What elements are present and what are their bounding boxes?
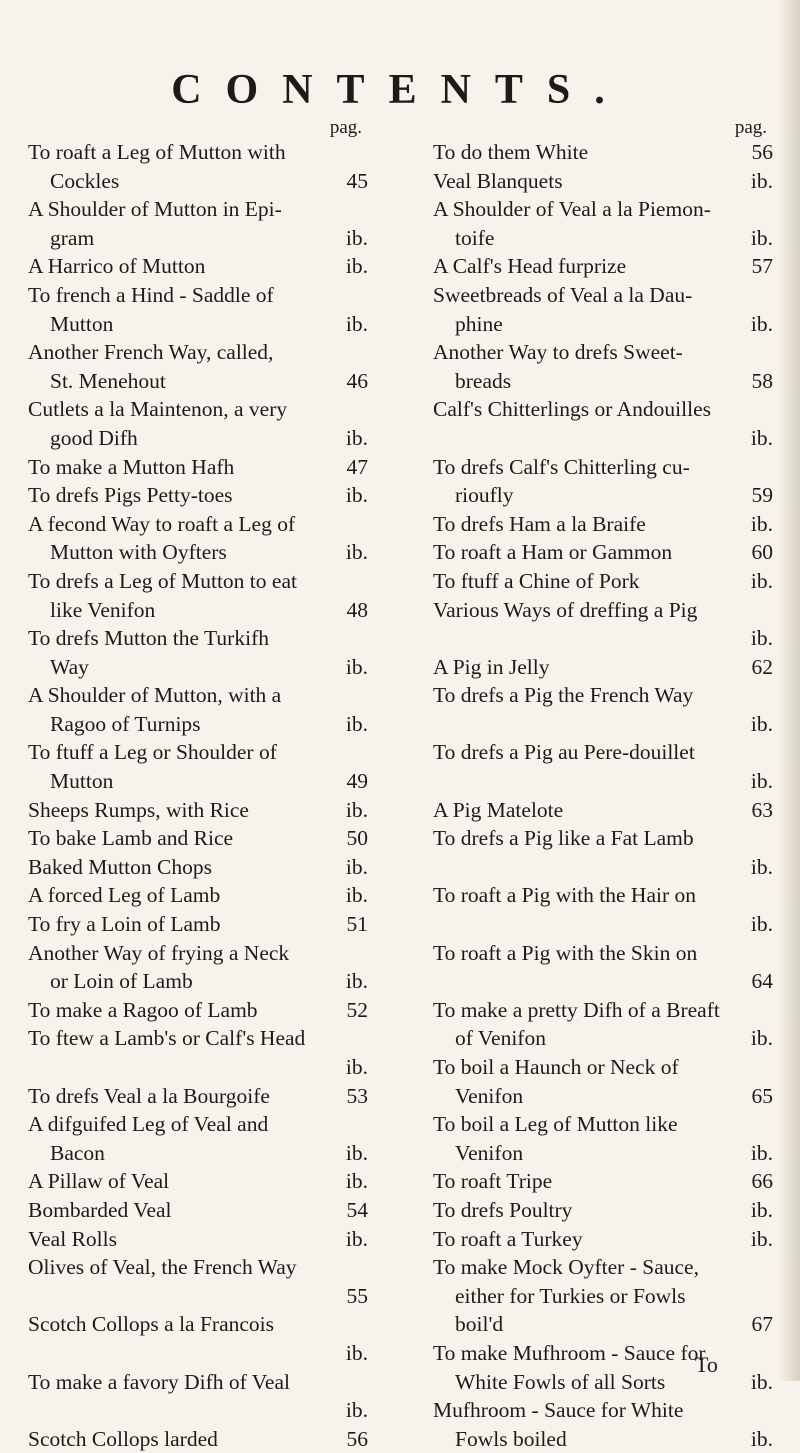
entry-page-number: ib. bbox=[345, 797, 368, 822]
contents-entry bbox=[28, 1082, 368, 1111]
entry-line bbox=[28, 1396, 368, 1425]
left-entries bbox=[28, 138, 368, 1453]
entry-line bbox=[433, 853, 773, 882]
contents-entry bbox=[28, 195, 368, 252]
entry-title: Ragoo of Turnips bbox=[50, 711, 201, 736]
contents-entry bbox=[28, 1225, 368, 1254]
entry-page-number: ib. bbox=[345, 883, 368, 908]
entry-line bbox=[28, 481, 368, 510]
entry-line bbox=[433, 367, 773, 396]
entry-page-number: ib. bbox=[750, 626, 773, 651]
entry-title: A Calf's Head furprize bbox=[433, 254, 627, 279]
contents-entry bbox=[28, 881, 368, 910]
contents-entry bbox=[28, 910, 368, 939]
contents-entry bbox=[433, 395, 773, 452]
page-column-label: pag. bbox=[734, 117, 767, 138]
entry-title: To roaft a Ham or Gammon bbox=[433, 540, 673, 565]
entry-title: boil'd bbox=[455, 1312, 504, 1337]
entry-line bbox=[28, 767, 368, 796]
entry-line bbox=[28, 453, 368, 482]
entry-page-number: ib. bbox=[345, 711, 368, 736]
contents-entry bbox=[433, 510, 773, 539]
contents-entry bbox=[433, 796, 773, 825]
entry-title: A Shoulder of Veal a la Piemon- bbox=[433, 197, 711, 222]
entry-title: St. Menehout bbox=[50, 368, 166, 393]
entry-line bbox=[28, 1024, 368, 1053]
entry-page-number: 47 bbox=[346, 454, 368, 479]
entry-page-number: ib. bbox=[750, 912, 773, 937]
contents-entry bbox=[433, 1396, 773, 1453]
entry-page-number: 46 bbox=[346, 368, 368, 393]
entry-line bbox=[433, 796, 773, 825]
entry-line bbox=[28, 281, 368, 310]
entry-title: phine bbox=[455, 311, 503, 336]
entry-title: A Pig Matelote bbox=[433, 797, 564, 822]
contents-entry bbox=[433, 1110, 773, 1167]
entry-line bbox=[433, 395, 773, 424]
entry-title: To make Mock Oyfter - Sauce, bbox=[433, 1255, 699, 1280]
contents-entry bbox=[28, 738, 368, 795]
entry-title: To french a Hind - Saddle of bbox=[28, 282, 274, 307]
entry-title: Scotch Collops larded bbox=[28, 1426, 218, 1451]
entry-line bbox=[433, 681, 773, 710]
entry-line bbox=[28, 681, 368, 710]
contents-column-right bbox=[433, 118, 773, 1453]
contents-entry bbox=[433, 681, 773, 738]
entry-title: Veal Rolls bbox=[28, 1226, 117, 1251]
catchword: To bbox=[695, 1352, 718, 1377]
entry-line bbox=[433, 510, 773, 539]
entry-title: To drefs a Leg of Mutton to eat bbox=[28, 568, 297, 593]
entry-line bbox=[28, 624, 368, 653]
contents-entry bbox=[433, 653, 773, 682]
entry-title: Venifon bbox=[455, 1083, 524, 1108]
entry-page-number: ib. bbox=[750, 1197, 773, 1222]
entry-title: To drefs a Pig au Pere-douillet bbox=[433, 740, 695, 765]
entry-page-number: ib. bbox=[345, 1055, 368, 1079]
entry-title: To bake Lamb and Rice bbox=[28, 826, 234, 851]
entry-line bbox=[433, 195, 773, 224]
entry-line bbox=[433, 596, 773, 625]
contents-entry bbox=[28, 138, 368, 195]
entry-line bbox=[433, 1368, 773, 1397]
contents-entry bbox=[28, 796, 368, 825]
entry-line bbox=[433, 624, 773, 653]
entry-title: A forced Leg of Lamb bbox=[28, 883, 221, 908]
entry-title: breads bbox=[455, 368, 512, 393]
entry-page-number: 51 bbox=[346, 912, 368, 937]
entry-page-number: ib. bbox=[750, 1426, 773, 1451]
entry-page-number: 48 bbox=[346, 597, 368, 622]
entry-page-number: 50 bbox=[346, 826, 368, 851]
contents-entry bbox=[433, 1053, 773, 1110]
contents-entry bbox=[28, 281, 368, 338]
entry-line bbox=[28, 510, 368, 539]
entry-line bbox=[28, 653, 368, 682]
entry-title: Another Way to drefs Sweet- bbox=[433, 340, 683, 365]
entry-title: To roaft a Turkey bbox=[433, 1226, 583, 1251]
entry-title: of Venifon bbox=[455, 1026, 546, 1051]
entry-line bbox=[433, 967, 773, 996]
entry-line bbox=[28, 310, 368, 339]
entry-title: gram bbox=[50, 225, 95, 250]
entry-title: Scotch Collops a la Francois bbox=[28, 1312, 275, 1337]
entry-title: A difguifed Leg of Veal and bbox=[28, 1112, 269, 1137]
entry-line bbox=[433, 653, 773, 682]
contents-entry bbox=[28, 481, 368, 510]
entry-title: Another French Way, called, bbox=[28, 340, 274, 365]
right-entries bbox=[433, 138, 773, 1453]
entry-page-number: ib. bbox=[345, 1398, 368, 1423]
entry-title: Various Ways of dreffing a Pig bbox=[433, 597, 698, 622]
entry-page-number: ib. bbox=[345, 540, 368, 565]
entry-title: toife bbox=[455, 225, 495, 250]
entry-page-number: 54 bbox=[346, 1197, 368, 1222]
entry-title: Another Way of frying a Neck bbox=[28, 940, 290, 965]
entry-line bbox=[28, 910, 368, 939]
entry-title: To roaft Tripe bbox=[433, 1169, 553, 1194]
entry-line bbox=[28, 710, 368, 739]
entry-line bbox=[28, 424, 368, 453]
entry-title: Way bbox=[50, 654, 89, 679]
contents-entry bbox=[433, 281, 773, 338]
entry-page-number: 63 bbox=[751, 797, 773, 822]
contents-entry bbox=[433, 1167, 773, 1196]
contents-entry bbox=[28, 1310, 368, 1367]
entry-line bbox=[28, 1225, 368, 1254]
contents-entry bbox=[433, 338, 773, 395]
entry-line bbox=[28, 1282, 368, 1311]
entry-line bbox=[28, 796, 368, 825]
contents-entry bbox=[28, 395, 368, 452]
entry-page-number: ib. bbox=[750, 225, 773, 250]
contents-entry bbox=[28, 567, 368, 624]
entry-page-number: ib. bbox=[345, 483, 368, 508]
entry-page-number: ib. bbox=[345, 1340, 368, 1365]
entry-title: A Harrico of Mutton bbox=[28, 254, 206, 279]
entry-page-number: ib. bbox=[750, 769, 773, 794]
entry-page-number: 66 bbox=[751, 1169, 773, 1194]
entry-line bbox=[28, 367, 368, 396]
entry-line bbox=[433, 538, 773, 567]
entry-line bbox=[433, 481, 773, 510]
contents-entry bbox=[28, 853, 368, 882]
contents-entry bbox=[28, 1024, 368, 1081]
entry-page-number: ib. bbox=[345, 225, 368, 250]
entry-title: To make a Ragoo of Lamb bbox=[28, 997, 258, 1022]
entry-page-number: 55 bbox=[346, 1283, 368, 1308]
entry-page-number: ib. bbox=[345, 854, 368, 879]
contents-entry bbox=[433, 1253, 773, 1339]
entry-line bbox=[28, 824, 368, 853]
page-heading: CONTENTS. bbox=[171, 67, 629, 113]
entry-page-number: ib. bbox=[750, 854, 773, 879]
entry-line bbox=[433, 1139, 773, 1168]
contents-entry bbox=[28, 1196, 368, 1225]
entry-line bbox=[433, 1425, 773, 1453]
entry-title: To drefs Poultry bbox=[433, 1197, 573, 1222]
contents-entry bbox=[28, 453, 368, 482]
entry-line bbox=[433, 939, 773, 968]
contents-entry bbox=[28, 1110, 368, 1167]
entry-title: good Difh bbox=[50, 425, 138, 450]
entry-title: To make a favory Difh of Veal bbox=[28, 1369, 290, 1394]
entry-page-number: 58 bbox=[751, 368, 773, 393]
entry-line bbox=[433, 738, 773, 767]
contents-entry bbox=[28, 252, 368, 281]
entry-title: or Loin of Lamb bbox=[50, 969, 193, 994]
entry-title: Bacon bbox=[50, 1140, 105, 1165]
entry-line bbox=[433, 1082, 773, 1111]
entry-line bbox=[28, 1196, 368, 1225]
entry-title: To drefs Ham a la Braife bbox=[433, 511, 646, 536]
entry-page-number: ib. bbox=[345, 311, 368, 336]
contents-entry bbox=[433, 538, 773, 567]
contents-entry bbox=[28, 1253, 368, 1310]
contents-entry bbox=[28, 338, 368, 395]
entry-line bbox=[433, 338, 773, 367]
contents-entry bbox=[28, 939, 368, 996]
contents-entry bbox=[433, 996, 773, 1053]
entry-title: like Venifon bbox=[50, 597, 156, 622]
entry-line bbox=[433, 1282, 773, 1311]
entry-line bbox=[28, 224, 368, 253]
entry-page-number: 52 bbox=[346, 997, 368, 1022]
entry-line bbox=[433, 1110, 773, 1139]
contents-entry bbox=[433, 252, 773, 281]
entry-page-number: 56 bbox=[346, 1426, 368, 1451]
contents-entry bbox=[28, 624, 368, 681]
contents-column-left bbox=[28, 118, 368, 1453]
entry-line bbox=[433, 767, 773, 796]
entry-line bbox=[28, 1310, 368, 1339]
entry-title: Sheeps Rumps, with Rice bbox=[28, 797, 249, 822]
contents-entry bbox=[28, 824, 368, 853]
contents-entry bbox=[433, 1225, 773, 1254]
entry-page-number: ib. bbox=[345, 425, 368, 450]
entry-line bbox=[28, 395, 368, 424]
entry-title: To fry a Loin of Lamb bbox=[28, 912, 221, 937]
entry-line bbox=[433, 1253, 773, 1282]
entry-title: Fowls boiled bbox=[455, 1426, 567, 1451]
entry-title: To drefs Mutton the Turkifh bbox=[28, 626, 269, 651]
entry-title: To make a Mutton Hafh bbox=[28, 454, 235, 479]
entry-line bbox=[28, 738, 368, 767]
entry-line bbox=[28, 1082, 368, 1111]
entry-title: Mutton with Oyfters bbox=[50, 540, 227, 565]
entry-line bbox=[28, 1253, 368, 1282]
entry-line bbox=[433, 1225, 773, 1254]
entry-page-number: 60 bbox=[751, 540, 773, 565]
entry-line bbox=[28, 195, 368, 224]
entry-line bbox=[433, 996, 773, 1025]
entry-title: Mutton bbox=[50, 769, 114, 794]
entry-title: A Pillaw of Veal bbox=[28, 1169, 170, 1194]
entry-page-number: ib. bbox=[750, 425, 773, 450]
contents-entry bbox=[433, 1339, 773, 1396]
entry-page-number: ib. bbox=[345, 254, 368, 279]
entry-line bbox=[28, 1368, 368, 1397]
entry-line bbox=[28, 138, 368, 167]
page-edge bbox=[778, 0, 800, 1381]
entry-title: Venifon bbox=[455, 1140, 524, 1165]
entry-line bbox=[28, 1110, 368, 1139]
entry-line bbox=[433, 1396, 773, 1425]
entry-line bbox=[433, 824, 773, 853]
contents-entry bbox=[433, 881, 773, 938]
entry-title: Sweetbreads of Veal a la Dau- bbox=[433, 282, 693, 307]
entry-line bbox=[28, 567, 368, 596]
contents-entry bbox=[433, 738, 773, 795]
entry-title: To make Mufhroom - Sauce for bbox=[433, 1340, 706, 1365]
entry-page-number: ib. bbox=[750, 1140, 773, 1165]
entry-line bbox=[433, 710, 773, 739]
entry-line bbox=[28, 596, 368, 625]
entry-line bbox=[28, 1167, 368, 1196]
entry-title: To ftuff a Leg or Shoulder of bbox=[28, 740, 277, 765]
entry-title: A Shoulder of Mutton in Epi- bbox=[28, 197, 282, 222]
entry-line bbox=[28, 1425, 368, 1453]
entry-page-number: ib. bbox=[750, 568, 773, 593]
entry-line bbox=[433, 1196, 773, 1225]
entry-page-number: ib. bbox=[750, 168, 773, 193]
entry-title: A fecond Way to roaft a Leg of bbox=[28, 511, 296, 536]
entry-line bbox=[28, 1053, 368, 1082]
contents-entry bbox=[28, 996, 368, 1025]
entry-line bbox=[433, 910, 773, 939]
entry-title: Cockles bbox=[50, 168, 120, 193]
entry-title: Bombarded Veal bbox=[28, 1197, 172, 1222]
page-column-label: pag. bbox=[329, 117, 362, 138]
entry-title: rioufly bbox=[455, 483, 514, 508]
contents-entry bbox=[433, 824, 773, 881]
entry-line bbox=[433, 167, 773, 196]
entry-line bbox=[28, 881, 368, 910]
entry-title: Mufhroom - Sauce for White bbox=[433, 1398, 684, 1423]
contents-entry bbox=[433, 453, 773, 510]
contents-entry bbox=[433, 195, 773, 252]
entry-title: To drefs a Pig the French Way bbox=[433, 683, 694, 708]
entry-title: Mutton bbox=[50, 311, 114, 336]
entry-line bbox=[433, 138, 773, 167]
entry-line bbox=[28, 167, 368, 196]
entry-title: To roaft a Pig with the Hair on bbox=[433, 883, 697, 908]
entry-title: To drefs Veal a la Bourgoife bbox=[28, 1083, 270, 1108]
entry-page-number: ib. bbox=[750, 711, 773, 736]
entry-line bbox=[28, 853, 368, 882]
entry-page-number: ib. bbox=[750, 511, 773, 536]
entry-line bbox=[433, 453, 773, 482]
contents-entry bbox=[28, 1368, 368, 1425]
entry-page-number: ib. bbox=[750, 311, 773, 336]
entry-page-number: ib. bbox=[345, 654, 368, 679]
contents-entry bbox=[28, 681, 368, 738]
entry-line bbox=[433, 567, 773, 596]
entry-line bbox=[28, 996, 368, 1025]
entry-title: A Shoulder of Mutton, with a bbox=[28, 683, 282, 708]
contents-entry bbox=[433, 939, 773, 996]
entry-title: A Pig in Jelly bbox=[433, 654, 550, 679]
entry-title: To roaft a Pig with the Skin on bbox=[433, 940, 698, 965]
entry-line bbox=[433, 1053, 773, 1082]
entry-title: To do them White bbox=[433, 140, 589, 164]
entry-page-number: ib. bbox=[750, 1026, 773, 1051]
entry-page-number: ib. bbox=[345, 1226, 368, 1251]
entry-page-number: 67 bbox=[751, 1312, 773, 1337]
entry-page-number: ib. bbox=[345, 1140, 368, 1165]
entry-line bbox=[433, 1024, 773, 1053]
entry-page-number: ib. bbox=[750, 1226, 773, 1251]
entry-title: Cutlets a la Maintenon, a very bbox=[28, 397, 288, 422]
entry-page-number: 49 bbox=[346, 769, 368, 794]
entry-page-number: ib. bbox=[345, 1169, 368, 1194]
contents-entry bbox=[28, 510, 368, 567]
entry-title: Calf's Chitterlings or Andouilles bbox=[433, 397, 711, 422]
entry-page-number: 53 bbox=[346, 1083, 368, 1108]
entry-page-number: 59 bbox=[751, 483, 773, 508]
entry-line bbox=[28, 967, 368, 996]
entry-line bbox=[433, 1339, 773, 1368]
contents-entry bbox=[433, 138, 773, 167]
entry-line bbox=[28, 338, 368, 367]
entry-title: To drefs Calf's Chitterling cu- bbox=[433, 454, 690, 479]
entry-title: Olives of Veal, the French Way bbox=[28, 1255, 297, 1280]
entry-line bbox=[433, 1167, 773, 1196]
entry-title: To drefs a Pig like a Fat Lamb bbox=[433, 826, 694, 851]
entry-page-number: 65 bbox=[751, 1083, 773, 1108]
entry-page-number: ib. bbox=[345, 969, 368, 994]
entry-line bbox=[28, 1139, 368, 1168]
entry-line bbox=[433, 424, 773, 453]
entry-title: To ftew a Lamb's or Calf's Head bbox=[28, 1026, 306, 1051]
entry-line bbox=[28, 1339, 368, 1368]
entry-page-number: 57 bbox=[751, 254, 773, 279]
contents-entry bbox=[28, 1167, 368, 1196]
entry-line bbox=[28, 538, 368, 567]
entry-title: To drefs Pigs Petty-toes bbox=[28, 483, 233, 508]
entry-line bbox=[28, 252, 368, 281]
entry-title: To boil a Haunch or Neck of bbox=[433, 1055, 679, 1079]
entry-line bbox=[433, 252, 773, 281]
entry-line bbox=[433, 881, 773, 910]
entry-line bbox=[433, 281, 773, 310]
entry-title: To ftuff a Chine of Pork bbox=[433, 568, 640, 593]
entry-page-number: 62 bbox=[751, 654, 773, 679]
entry-line bbox=[433, 224, 773, 253]
contents-entry bbox=[433, 567, 773, 596]
entry-page-number: 64 bbox=[751, 969, 773, 994]
entry-title: Veal Blanquets bbox=[433, 168, 563, 193]
contents-entry bbox=[28, 1425, 368, 1453]
entry-page-number: 45 bbox=[346, 168, 368, 193]
entry-line bbox=[433, 310, 773, 339]
entry-title: To make a pretty Difh of a Breaft bbox=[433, 997, 720, 1022]
entry-title: either for Turkies or Fowls bbox=[455, 1283, 686, 1308]
contents-entry bbox=[433, 167, 773, 196]
entry-title: Baked Mutton Chops bbox=[28, 854, 212, 879]
contents-entry bbox=[433, 596, 773, 653]
entry-title: White Fowls of all Sorts bbox=[455, 1369, 666, 1394]
entry-line bbox=[433, 1310, 773, 1339]
entry-line bbox=[28, 939, 368, 968]
entry-page-number: ib. bbox=[750, 1369, 773, 1394]
entry-page-number: 56 bbox=[751, 140, 773, 164]
entry-title: To boil a Leg of Mutton like bbox=[433, 1112, 678, 1137]
contents-entry bbox=[433, 1196, 773, 1225]
entry-title: To roaft a Leg of Mutton with bbox=[28, 140, 286, 164]
